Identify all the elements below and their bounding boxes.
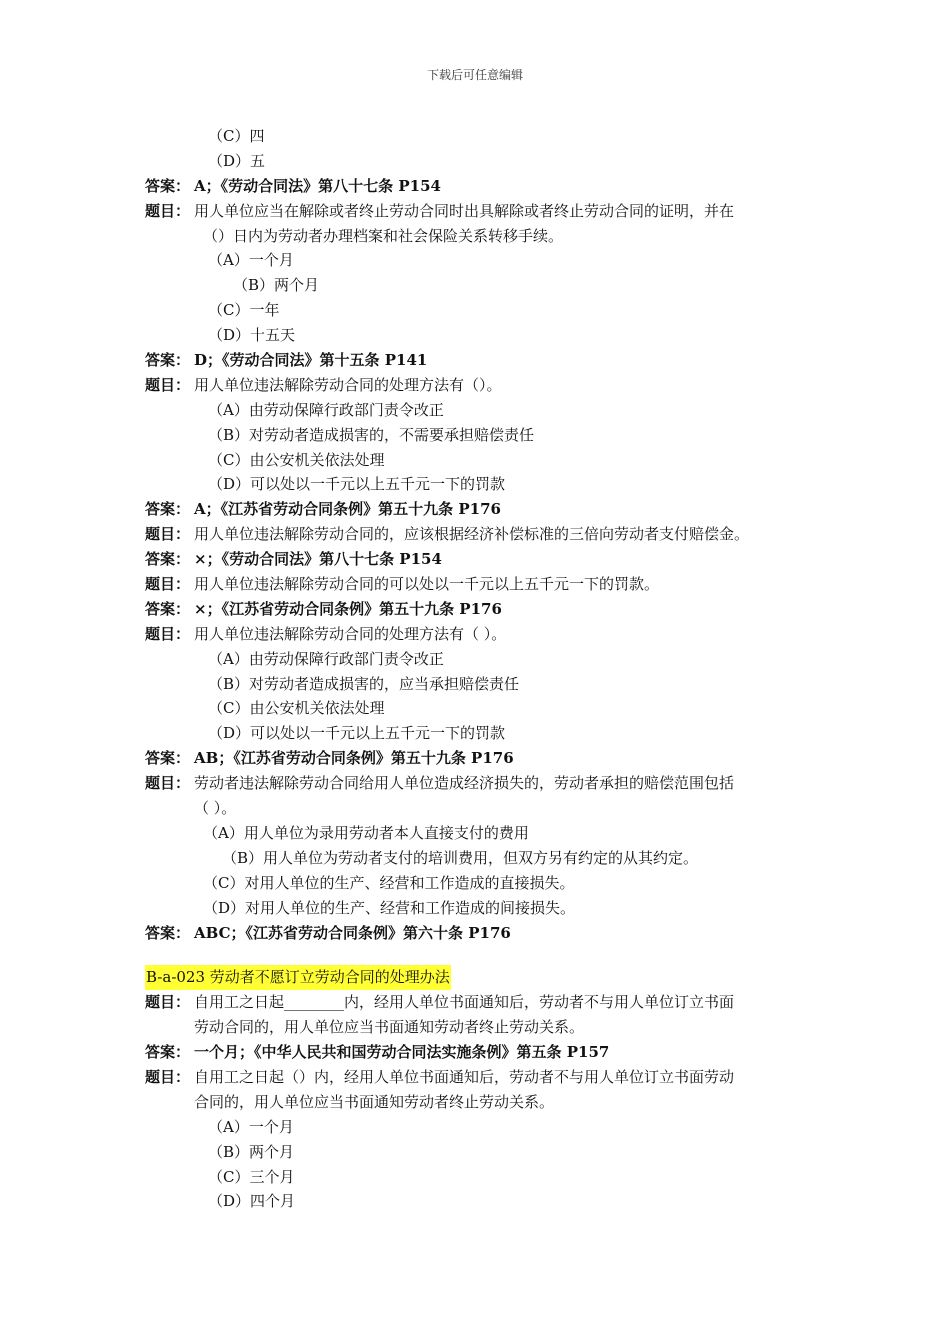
answer-line (0, 547, 950, 572)
question-label: 题目： (145, 774, 191, 793)
option-line (0, 1115, 950, 1140)
line-text: 自用工之日起________内，经用人单位书面通知后，劳动者不与用人单位订立书面 (194, 993, 735, 1012)
question-label: 题目： (145, 624, 191, 643)
question-line (0, 522, 950, 547)
section-heading (0, 965, 950, 990)
line-text: 用人单位违法解除劳动合同的可以处以一千元以上五千元一下的罚款。 (194, 575, 660, 594)
answer-label: 答案： (145, 351, 191, 370)
answer-label: 答案： (145, 599, 191, 618)
option-line (0, 298, 950, 323)
option-line (0, 448, 950, 473)
line-text: 合同的，用人单位应当书面通知劳动者终止劳动关系。 (194, 1092, 555, 1111)
answer-line (0, 921, 950, 946)
question-line (0, 990, 950, 1015)
line-text: （B）两个月 (233, 276, 320, 295)
line-text: A；《劳动合同法》第八十七条 P154 (194, 176, 441, 195)
line-text: ABC；《江苏省劳动合同条例》第六十条 P176 (194, 923, 511, 942)
document-body (0, 124, 950, 1214)
line-text: 用人单位违法解除劳动合同的处理方法有（ ）。 (194, 624, 507, 643)
line-text: （C）四 (208, 127, 265, 145)
question-label: 题目： (145, 201, 191, 220)
line-text: （D）十五天 (208, 326, 296, 345)
question-line (0, 572, 950, 597)
line-text: （B）两个月 (208, 1142, 295, 1161)
line-text: （B）用人单位为劳动者支付的培训费用，但双方另有约定的从其约定。 (222, 848, 699, 867)
option-line (0, 1165, 950, 1190)
option-line (0, 647, 950, 672)
line-text: （D）可以处以一千元以上五千元一下的罚款 (208, 724, 506, 743)
line-text: D；《劳动合同法》第十五条 P141 (194, 351, 428, 370)
question-line (0, 1065, 950, 1090)
question-line (0, 771, 950, 796)
option-line (0, 821, 950, 846)
option-line (0, 896, 950, 921)
option-line (0, 323, 950, 348)
option-line (0, 871, 950, 896)
answer-line (0, 746, 950, 771)
answer-line (0, 597, 950, 622)
line-text: AB；《江苏省劳动合同条例》第五十九条 P176 (194, 749, 514, 768)
line-text: （A）一个月 (208, 251, 294, 270)
line-text: （B）对劳动者造成损害的，不需要承担赔偿责任 (208, 425, 535, 444)
line-text: （D）五 (208, 151, 266, 170)
line-text: 一个月；《中华人民共和国劳动合同法实施条例》第五条 P157 (194, 1043, 610, 1062)
question-line (0, 373, 950, 398)
line-text: 劳动合同的，用人单位应当书面通知劳动者终止劳动关系。 (194, 1018, 585, 1037)
line-text: ×；《江苏省劳动合同条例》第五十九条 P176 (194, 599, 502, 618)
answer-line (0, 1040, 950, 1065)
option-line (0, 248, 950, 273)
answer-line (0, 348, 950, 373)
line-text: （A）用人单位为录用劳动者本人直接支付的费用 (203, 823, 529, 842)
line-text: （C）三个月 (208, 1167, 295, 1186)
line-text: （A）由劳动保障行政部门责令改正 (208, 649, 444, 668)
line-text: 用人单位违法解除劳动合同的，应该根据经济补偿标准的三倍向劳动者支付赔偿金。 (194, 525, 750, 544)
option-line (0, 472, 950, 497)
line-text: （C）由公安机关依法处理 (208, 699, 385, 718)
line-text: A；《江苏省劳动合同条例》第五十九条 P176 (194, 500, 501, 519)
answer-line (0, 497, 950, 522)
page-header: 下载后可任意编辑 (426, 68, 523, 82)
question-line (0, 622, 950, 647)
line-text: 用人单位违法解除劳动合同的处理方法有（）。 (194, 375, 502, 394)
option-line (0, 846, 950, 871)
line-text: B-a-023 劳动者不愿订立劳动合同的处理办法 (145, 965, 451, 990)
question-label: 题目： (145, 993, 191, 1012)
option-line (0, 124, 950, 149)
option-line (0, 1140, 950, 1165)
question-label: 题目： (145, 1067, 191, 1086)
answer-label: 答案： (145, 923, 191, 942)
line-text: （A）由劳动保障行政部门责令改正 (208, 400, 444, 419)
question-line (0, 199, 950, 224)
blank-line (0, 945, 950, 965)
line-text: （D）四个月 (208, 1192, 296, 1211)
answer-label: 答案： (145, 176, 191, 195)
answer-label: 答案： (145, 1043, 191, 1062)
line-text: （B）对劳动者造成损害的，应当承担赔偿责任 (208, 674, 520, 693)
option-line (0, 273, 950, 298)
question-continuation (0, 224, 950, 249)
question-continuation (0, 1015, 950, 1040)
option-line (0, 672, 950, 697)
answer-line (0, 174, 950, 199)
line-text: （D）对用人单位的生产、经营和工作造成的间接损失。 (203, 898, 576, 917)
answer-label: 答案： (145, 550, 191, 569)
option-line (0, 398, 950, 423)
option-line (0, 721, 950, 746)
line-text: （C）由公安机关依法处理 (208, 450, 385, 469)
line-text: 劳动者违法解除劳动合同给用人单位造成经济损失的，劳动者承担的赔偿范围包括 (194, 774, 735, 793)
line-text: （C）一年 (208, 301, 280, 320)
option-line (0, 1189, 950, 1214)
answer-label: 答案： (145, 500, 191, 519)
option-line (0, 149, 950, 174)
line-text: （）日内为劳动者办理档案和社会保险关系转移手续。 (203, 226, 564, 245)
line-text: （C）对用人单位的生产、经营和工作造成的直接损失。 (203, 873, 575, 892)
line-text: 自用工之日起（）内，经用人单位书面通知后，劳动者不与用人单位订立书面劳动 (194, 1067, 735, 1086)
question-label: 题目： (145, 575, 191, 594)
line-text: （D）可以处以一千元以上五千元一下的罚款 (208, 475, 506, 494)
question-label: 题目： (145, 525, 191, 544)
option-line (0, 423, 950, 448)
question-continuation (0, 796, 950, 821)
option-line (0, 696, 950, 721)
line-text: ×；《劳动合同法》第八十七条 P154 (194, 550, 442, 569)
answer-label: 答案： (145, 749, 191, 768)
question-label: 题目： (145, 375, 191, 394)
question-continuation (0, 1090, 950, 1115)
line-text: （A）一个月 (208, 1117, 294, 1136)
line-text: （ ）。 (194, 799, 237, 818)
line-text: 用人单位应当在解除或者终止劳动合同时出具解除或者终止劳动合同的证明，并在 (194, 201, 735, 220)
